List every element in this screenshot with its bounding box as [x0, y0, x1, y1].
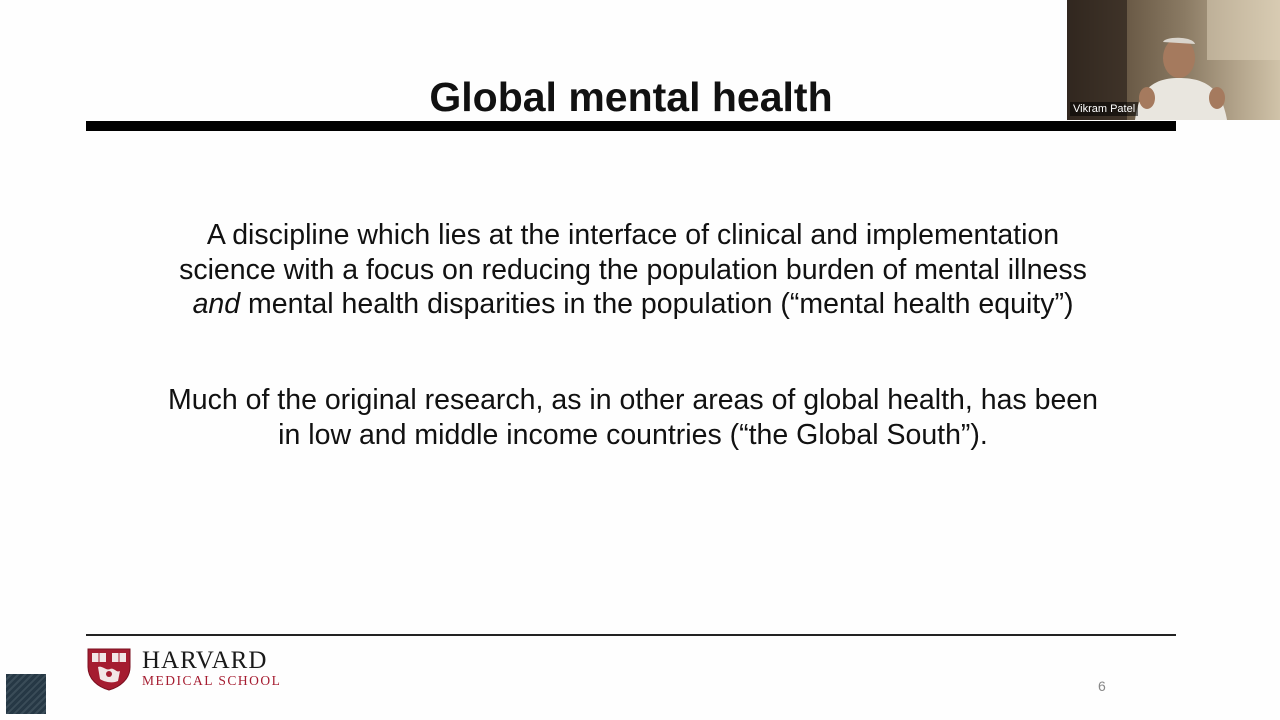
definition-line-1: A discipline which lies at the interface of clinical and implementation: [206, 219, 1060, 251]
harvard-shield-icon: [86, 647, 132, 691]
participant-name-label: Vikram Patel: [1070, 102, 1138, 116]
definition-line-3: mental health disparities in the population (“mental health equity”): [240, 288, 1074, 320]
participant-video-tile[interactable]: [1067, 0, 1280, 120]
logo-medical-school-text: MEDICAL SCHOOL: [142, 673, 282, 688]
page-number: 6: [1098, 678, 1106, 694]
footer-rule: [86, 634, 1176, 636]
definition-emphasis: and: [192, 288, 241, 320]
title-rule: [86, 121, 1176, 131]
research-line-2: in low and middle income countries (“the Global South”).: [278, 418, 988, 451]
harvard-logo: [86, 647, 281, 691]
definition-line-2: science with a focus on reducing the population burden of mental illness: [179, 253, 1087, 286]
corner-thumbnail[interactable]: [6, 674, 46, 714]
definition-paragraph: [86, 218, 1180, 322]
research-paragraph: [86, 383, 1180, 452]
research-line-1: Much of the original research, as in other areas of global health, has been: [168, 384, 1098, 416]
slide-title: Global mental health: [429, 74, 833, 120]
logo-harvard-text: HARVARD: [142, 647, 268, 674]
